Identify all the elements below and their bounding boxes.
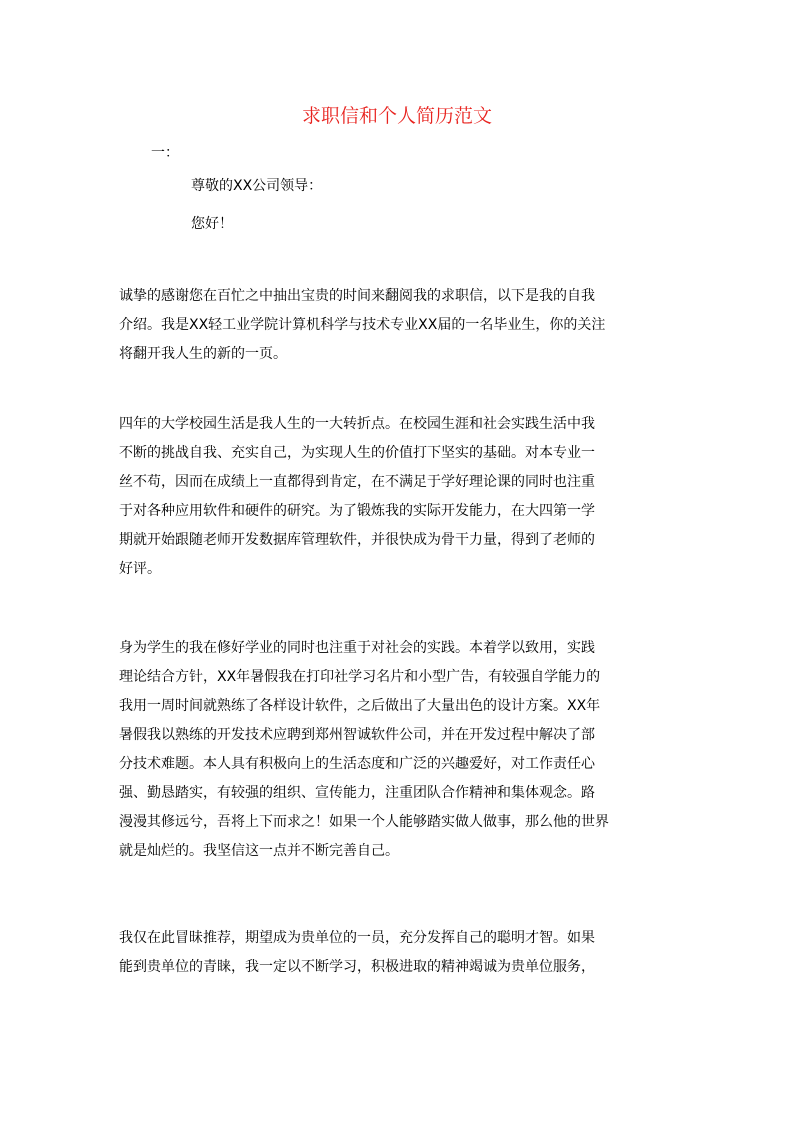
paragraph-introduction [119,282,679,369]
section-mark: 一： [151,145,179,161]
paragraph-line: 诚挚的感谢您在百忙之中抽出宝贵的时间来翻阅我的求职信，以下是我的自我 [119,288,595,304]
paragraph-line: 漫漫其修远兮，吾将上下而求之！如果一个人能够踏实做人做事，那么他的世界 [119,814,609,830]
paragraph-line: 期就开始跟随老师开发数据库管理软件，并很快成为骨干力量，得到了老师的 [119,532,595,548]
paragraph-line: 丝不苟，因而在成绩上一直都得到肯定，在不满足于学好理论课的同时也注重 [119,474,595,490]
paragraph-recommendation [119,924,679,982]
paragraph-line: 暑假我以熟练的开发技术应聘到郑州智诚软件公司，并在开发过程中解决了部 [119,727,595,743]
paragraph-line: 能到贵单位的青睐，我一定以不断学习，积极进取的精神竭诚为贵单位服务， [119,959,595,975]
paragraph-line: 强、勤恳踏实，有较强的组织、宣传能力，注重团队合作精神和集体观念。路 [119,785,595,801]
paragraph-university-life [119,410,679,584]
paragraph-line: 就是灿烂的。我坚信这一点并不断完善自己。 [119,843,399,859]
document-title: 求职信和个人简历范文 [301,105,492,127]
paragraph-line: 于对各种应用软件和硬件的研究。为了锻炼我的实际开发能力，在大四第一学 [119,503,595,519]
greeting: 您好！ [191,216,233,232]
paragraph-line: 将翻开我人生的新的一页。 [119,346,287,362]
paragraph-social-practice [119,634,679,866]
paragraph-line: 四年的大学校园生活是我人生的一大转折点。在校园生涯和社会实践生活中我 [119,416,595,432]
paragraph-line: 我仅在此冒昧推荐，期望成为贵单位的一员，充分发挥自己的聪明才智。如果 [119,930,595,946]
paragraph-line: 身为学生的我在修好学业的同时也注重于对社会的实践。本着学以致用，实践 [119,640,595,656]
paragraph-line: 不断的挑战自我、充实自己，为实现人生的价值打下坚实的基础。对本专业一 [119,445,595,461]
paragraph-line: 好评。 [119,561,161,577]
paragraph-line: 分技术难题。本人具有积极向上的生活态度和广泛的兴趣爱好，对工作责任心 [119,756,595,772]
paragraph-line: 理论结合方针，XX年暑假我在打印社学习名片和小型广告，有较强自学能力的 [119,669,601,685]
salutation: 尊敬的XX公司领导： [191,178,323,194]
paragraph-line: 介绍。我是XX轻工业学院计算机科学与技术专业XX届的一名毕业生，你的关注 [119,317,606,333]
paragraph-line: 我用一周时间就熟练了各样设计软件，之后做出了大量出色的设计方案。XX年 [119,698,601,714]
